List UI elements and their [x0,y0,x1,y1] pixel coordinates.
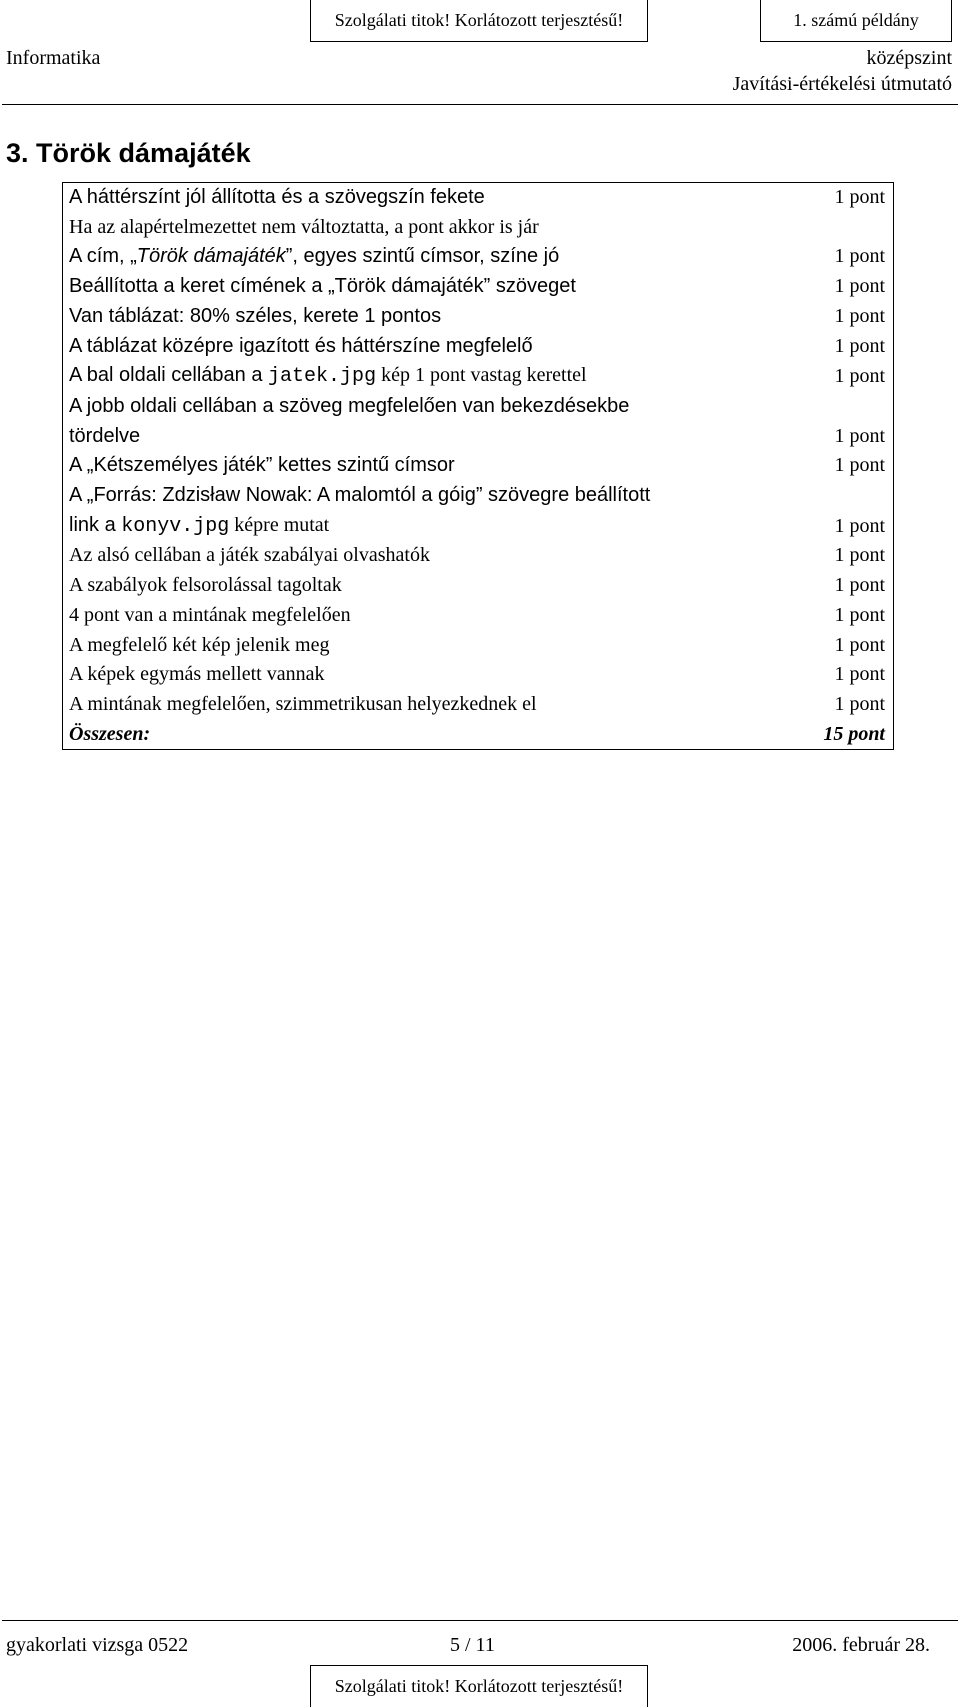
exam-date: 2006. február 28. [792,1634,930,1656]
table-row [63,631,893,661]
criterion-text: 4 pont van a mintának megfelelően [69,603,351,626]
text-line: A jobb oldali cellában a szöveg megfelelően van bekezdésekbe [69,394,630,417]
italic-title: Török dámajáték [136,245,286,268]
criterion-text: Az alsó cellában a játék szabályai olvashatók [69,544,430,567]
text-part: ”, egyes szintű címsor, színe jó [285,245,560,268]
criterion-points: 1 pont [834,245,885,268]
table-row [63,660,893,690]
criterion-points: 1 pont [834,574,885,597]
table-row [63,541,893,571]
header-divider [2,104,958,105]
criterion-points: 1 pont [834,514,885,537]
text-part: A bal oldali cellában a [69,364,269,387]
table-row [63,690,893,720]
page-number: 5 / 11 [450,1634,495,1656]
criterion-text [63,392,781,451]
guide-label: Javítási-értékelési útmutató [732,73,952,95]
table-row [63,272,893,302]
footer-divider [2,1620,958,1621]
table-row [63,601,893,631]
subject-label: Informatika [6,47,101,69]
criterion-text [63,242,781,272]
criterion-points: 1 pont [834,334,885,357]
table-row [63,481,893,541]
table-row [63,392,893,451]
criterion-text: A „Kétszemélyes játék” kettes szintű címsor [69,454,455,477]
section-number: 3. [6,138,29,168]
text-part: kép 1 pont vastag kerettel [376,364,587,387]
criterion-points: 1 pont [834,603,885,626]
scoring-table [62,182,894,750]
confidential-banner-top [310,0,648,42]
copy-number: 1. számú példány [793,10,919,30]
text-part: A cím, „ [69,245,137,268]
criterion-text: A mintának megfelelően, szimmetrikusan helyezkednek el [69,692,537,715]
table-row [63,571,893,601]
section-title-text: Török dámajáték [36,138,251,168]
criterion-points: 1 pont [834,275,885,298]
criterion-text: Ha az alapértelmezettet nem változtatta, a pont akkor is jár [69,215,539,238]
criterion-points: 1 pont [834,186,885,208]
criterion-text [63,361,781,392]
criterion-points: 1 pont [834,424,885,447]
criterion-text: A háttérszínt jól állította és a szövegszín fekete [69,186,485,208]
criterion-text: A táblázat középre igazított és háttérszíne megfelelő [69,334,533,357]
confidential-banner-bottom [310,1665,648,1707]
criterion-text: Beállította a keret címének a „Török dámajáték” szöveget [69,275,576,298]
total-row [63,720,893,750]
table-row [63,361,893,392]
confidential-text: Szolgálati titok! Korlátozott terjesztésű! [334,1676,624,1696]
level-label: középszint [866,47,952,69]
criterion-points: 1 pont [834,454,885,477]
table-row [63,242,893,272]
copy-number-box [760,0,952,42]
criterion-points: 1 pont [834,692,885,715]
section-title [6,138,251,169]
text-line: A „Forrás: Zdzisław Nowak: A malomtól a góig” szövegre beállított [69,484,651,507]
table-row [63,451,893,481]
criterion-text [63,481,781,541]
table-row [63,183,893,213]
table-row [63,302,893,332]
text-line: tördelve [69,424,141,447]
filename: jatek.jpg [268,365,377,389]
text-line [69,511,781,542]
criterion-text: A képek egymás mellett vannak [69,663,325,686]
criterion-points: 1 pont [834,304,885,327]
total-label: Összesen: [69,722,151,745]
table-row [63,332,893,362]
text-part: link a [69,513,122,536]
text-part: képre mutat [229,513,330,536]
criterion-points: 1 pont [834,544,885,567]
exam-code: gyakorlati vizsga 0522 [6,1634,189,1656]
filename: konyv.jpg [121,514,230,538]
criterion-points: 1 pont [834,365,885,388]
table-row [63,213,893,243]
confidential-text: Szolgálati titok! Korlátozott terjesztésű! [334,10,624,30]
criterion-text: A megfelelő két kép jelenik meg [69,633,330,656]
criterion-points: 1 pont [834,633,885,656]
criterion-text: A szabályok felsorolással tagoltak [69,574,342,597]
total-points: 15 pont [823,722,885,745]
criterion-text: Van táblázat: 80% széles, kerete 1 pontos [69,304,442,327]
criterion-points: 1 pont [834,663,885,686]
